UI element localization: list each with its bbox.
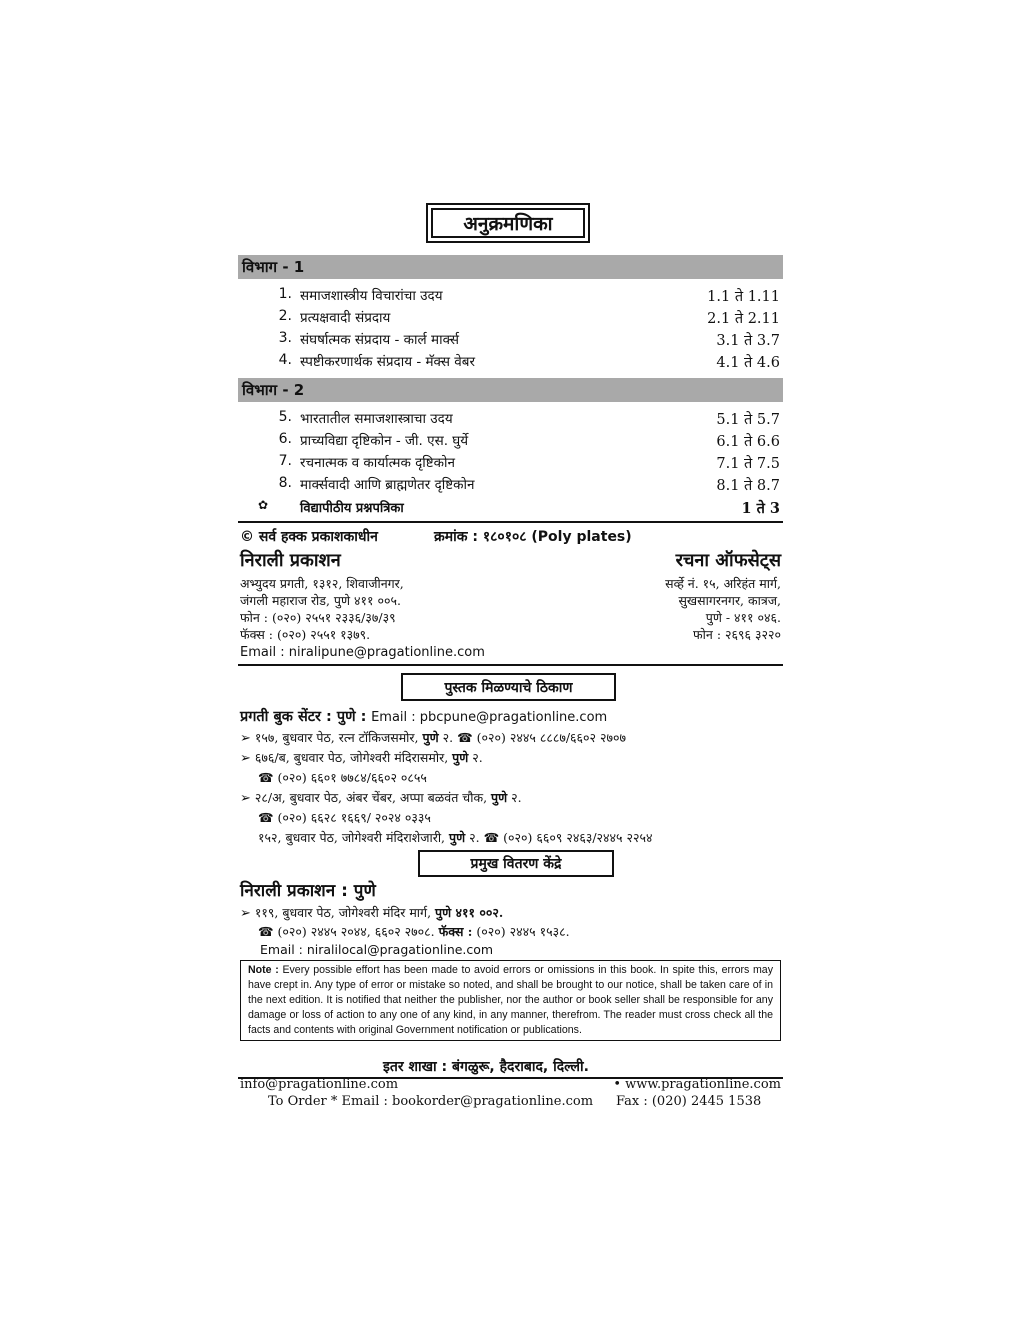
toc-number: 4. [278,352,292,368]
toc-title: रचनात्मक व कार्यात्मक दृष्टिकोन [300,455,456,471]
flower-bullet-icon: ✿ [258,498,269,512]
toc-pages: 3.1 ते 3.7 [716,333,780,349]
book-availability-heading: पुस्तक मिळण्याचे ठिकाण [401,673,616,701]
toc-title: समाजशास्त्रीय विचारांचा उदय [300,288,443,304]
note-text: Every possible effort has been made to avoid errors or omissions in this book. In spite this, errors may have crept in. Any type of error or mistake so noted, and shall be brought to our notice, shall be taken care of in the next edition. It is notified that neither the publisher, nor the author or book seller shall be responsible for any damage or loss of action to any one of any kind, in any manner, therefrom. The reader must cross check all the facts and contents with original Government notification or publications. [248,964,773,1036]
toc-number: 1. [278,286,292,302]
toc-row [238,453,783,475]
pragati-phone-2: ☎ (०२०) ६६०१ ७७८४/६६०२ ०८५५ [258,770,427,785]
publisher-address-1: अभ्युदय प्रगती, १३१२, शिवाजीनगर, [240,576,404,591]
phone-text: ☎ (०२०) २४४५ २०४४, ६६०२ २७०८. [258,924,435,939]
toc-title: संघर्षात्मक संप्रदाय - कार्ल मार्क्स [300,332,459,348]
toc-row [238,330,783,352]
toc-number: 8. [278,475,292,491]
pragati-phone-3: ☎ (०२०) ६६२८ १६६९/ २०२४ ०३३५ [258,810,431,825]
printer-address-2: सुखसागरनगर, कात्रज, [678,593,781,608]
pragati-name: प्रगती बुक सेंटर : पुणे : [240,709,367,725]
arrow-bullet-icon: ➢ [240,791,251,806]
city: पुणे [422,730,439,745]
address-text: २. [511,790,522,805]
toc-number: 7. [278,453,292,469]
toc-number: 2. [278,308,292,324]
publisher-phone: फोन : (०२०) २५५१ २३३६/३७/३९ [240,610,396,625]
note-label: Note : [248,964,279,976]
index-title: अनुक्रमणिका [431,208,585,238]
toc-row [238,286,783,308]
index-title-box [426,203,590,243]
toc-row-question-papers [238,498,783,520]
publisher-fax: फॅक्स : (०२०) २५५१ १३७९. [240,627,371,642]
publisher-address-2: जंगली महाराज रोड, पुणे ४११ ००५. [240,593,401,608]
toc-title: भारतातील समाजशास्त्राचा उदय [300,411,453,427]
toc-row [238,409,783,431]
arrow-bullet-icon: ➢ [240,906,251,921]
address-text: २. [472,750,483,765]
address-phone: २. ☎ (०२०) २४४५ ८८८७/६६०२ २७०७ [442,730,627,745]
order-email: To Order * Email : bookorder@pragationline.com [268,1094,594,1109]
address-text: ६७६/ब, बुधवार पेठ, जोगेश्वरी मंदिरासमोर, [254,750,449,765]
info-email: info@pragationline.com [240,1077,399,1092]
website-link[interactable]: • www.pragationline.com [613,1077,781,1092]
pragati-address-2 [240,749,483,766]
printer-address-1: सर्व्हे नं. १५, अरिहंत मार्ग, [665,576,781,591]
printer-address-3: पुणे - ४११ ०४६. [705,610,781,625]
section-1-header: विभाग - 1 [238,255,783,279]
copyright-text: © सर्व हक्क प्रकाशकाधीन [240,529,378,545]
toc-pages: 4.1 ते 4.6 [716,355,780,371]
toc-row [238,431,783,453]
pragati-email: Email : pbcpune@pragationline.com [371,710,608,725]
divider [238,521,783,523]
distribution-heading: प्रमुख वितरण केंद्रे [418,850,614,877]
toc-number: 6. [278,431,292,447]
pragati-address-3 [240,789,522,806]
toc-pages: 1.1 ते 1.11 [707,289,780,305]
fax-number: (०२०) २४४५ १५३८. [476,924,570,939]
nirali-pune-name: निराली प्रकाशन : पुणे [240,881,376,901]
order-fax: Fax : (020) 2445 1538 [616,1094,762,1109]
toc-pages: 1 ते 3 [741,500,780,517]
toc-pages: 5.1 ते 5.7 [716,412,780,428]
toc-pages: 6.1 ते 6.6 [716,434,780,450]
disclaimer-note [240,960,781,1041]
other-branches: इतर शाखा : बंगळुरू, हैदराबाद, दिल्ली. [383,1059,589,1075]
arrow-bullet-icon: ➢ [240,751,251,766]
toc-row [238,352,783,374]
nirali-phone [258,923,570,940]
toc-title: प्राच्यविद्या दृष्टिकोन - जी. एस. घुर्ये [300,433,469,449]
toc-pages: 8.1 ते 8.7 [716,478,780,494]
nirali-email: Email : nirali​local@pragationline.com [260,942,494,957]
toc-pages: 2.1 ते 2.11 [707,311,780,327]
printer-phone: फोन : २६९६ ३२२० [693,627,781,642]
toc-title: प्रत्यक्षवादी संप्रदाय [300,310,391,326]
publisher-name: निराली प्रकाशन [240,550,341,571]
city: पुणे [452,750,469,765]
address-text: १५२, बुधवार पेठ, जोगेश्वरी मंदिराशेजारी, [258,830,446,845]
section-2-header: विभाग - 2 [238,378,783,402]
toc-title: स्पष्टीकरणार्थक संप्रदाय - मॅक्स वेबर [300,354,475,370]
toc-row [238,308,783,330]
nirali-address [240,904,503,921]
address-text: २८/अ, बुधवार पेठ, अंबर चेंबर, अप्पा बळवंत चौक, [254,790,488,805]
address-text: १५७, बुधवार पेठ, रत्न टॉकिजसमोर, [254,730,419,745]
city: पुणे [449,830,466,845]
toc-title: विद्यापीठीय प्रश्नपत्रिका [300,501,404,516]
pragati-address-4 [258,829,653,846]
address-phone: २. ☎ (०२०) ६६०९ २४६३/२४४५ २२५४ [469,830,653,845]
toc-number: 5. [278,409,292,425]
pragati-header [240,706,607,726]
pragati-address-1 [240,729,626,746]
serial-number: क्रमांक : १८०१०८ (Poly plates) [434,529,632,545]
arrow-bullet-icon: ➢ [240,731,251,746]
divider [238,664,783,666]
address-text: ११९, बुधवार पेठ, जोगेश्वरी मंदिर मार्ग, [254,905,432,920]
city: पुणे [491,790,508,805]
toc-title: मार्क्सवादी आणि ब्राह्मणेतर दृष्टिकोन [300,477,475,493]
toc-pages: 7.1 ते 7.5 [716,456,780,472]
toc-row [238,475,783,497]
publisher-email: Email : niralipune@pragationline.com [240,645,485,660]
fax-label: फॅक्स : [438,924,473,939]
city-pin: पुणे ४११ ००२. [435,905,504,920]
toc-number: 3. [278,330,292,346]
printer-name: रचना ऑफसेट्स [675,550,781,571]
